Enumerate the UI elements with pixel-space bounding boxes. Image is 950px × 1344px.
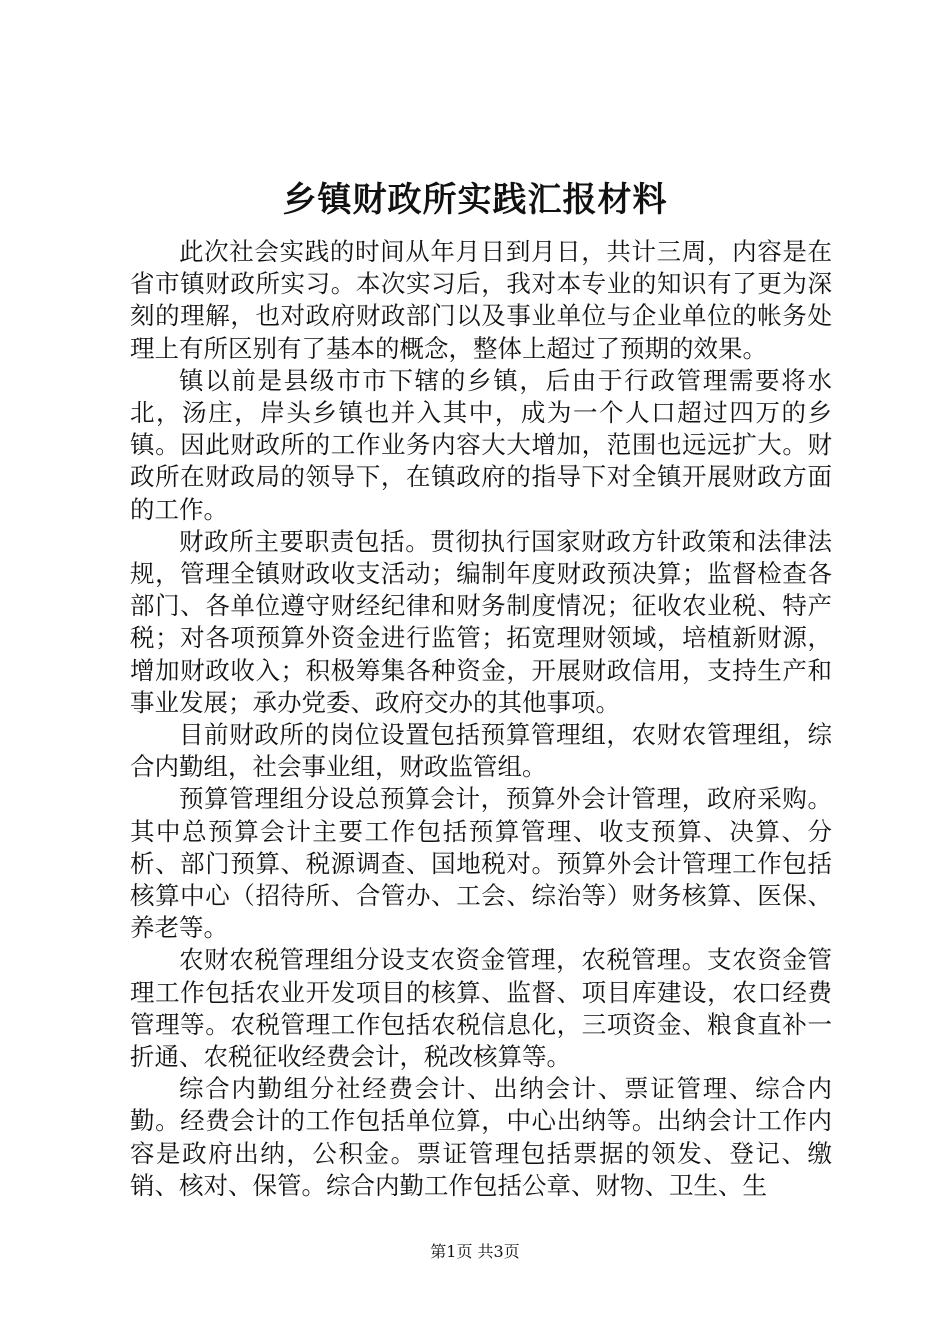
paragraph-4: 目前财政所的岗位设置包括预算管理组，农财农管理组，综合内勤组，社会事业组，财政监管组。	[130, 720, 832, 782]
paragraph-3: 财政所主要职责包括。贯彻执行国家财政方针政策和法律法规，管理全镇财政收支活动；编制年度财政预决算；监督检查各部门、各单位遵守财经纪律和财务制度情况；征收农业税、特产税；对各项预算外资金进行监管；拓宽理财领域，培植新财源，增加财政收入；积极筹集各种资金，开展财政信用，支持生产和事业发展；承办党委、政府交办的其他事项。	[130, 526, 832, 717]
document-body	[130, 236, 832, 1202]
paragraph-6: 农财农税管理组分设支农资金管理，农税管理。支农资金管理工作包括农业开发项目的核算、监督、项目库建设，农口经费管理等。农税管理工作包括农税信息化，三项资金、粮食直补一折通、农税征收经费会计，税改核算等。	[130, 945, 832, 1072]
document-title: 乡镇财政所实践汇报材料	[282, 180, 668, 220]
paragraph-2: 镇以前是县级市市下辖的乡镇，后由于行政管理需要将水北，汤庄，岸头乡镇也并入其中，成为一个人口超过四万的乡镇。因此财政所的工作业务内容大大增加，范围也远远扩大。财政所在财政局的领导下，在镇政府的指导下对全镇开展财政方面的工作。	[130, 365, 832, 524]
paragraph-7: 综合内勤组分社经费会计、出纳会计、票证管理、综合内勤。经费会计的工作包括单位算，中心出纳等。出纳会计工作内容是政府出纳，公积金。票证管理包括票据的领发、登记、缴销、核对、保管。综合内勤工作包括公章、财物、卫生、生	[130, 1074, 832, 1200]
page-footer: 第1页 共3页	[430, 1242, 520, 1261]
paragraph-1: 此次社会实践的时间从年月日到月日，共计三周，内容是在省市镇财政所实习。本次实习后，我对本专业的知识有了更为深刻的理解，也对政府财政部门以及事业单位与企业单位的帐务处理上有所区别有了基本的概念，整体上超过了预期的效果。	[130, 237, 832, 363]
paragraph-5: 预算管理组分设总预算会计，预算外会计管理，政府采购。其中总预算会计主要工作包括预算管理、收支预算、决算、分析、部门预算、税源调查、国地税对。预算外会计管理工作包括核算中心（招待所、合管办、工会、综治等）财务核算、医保、养老等。	[130, 784, 832, 943]
